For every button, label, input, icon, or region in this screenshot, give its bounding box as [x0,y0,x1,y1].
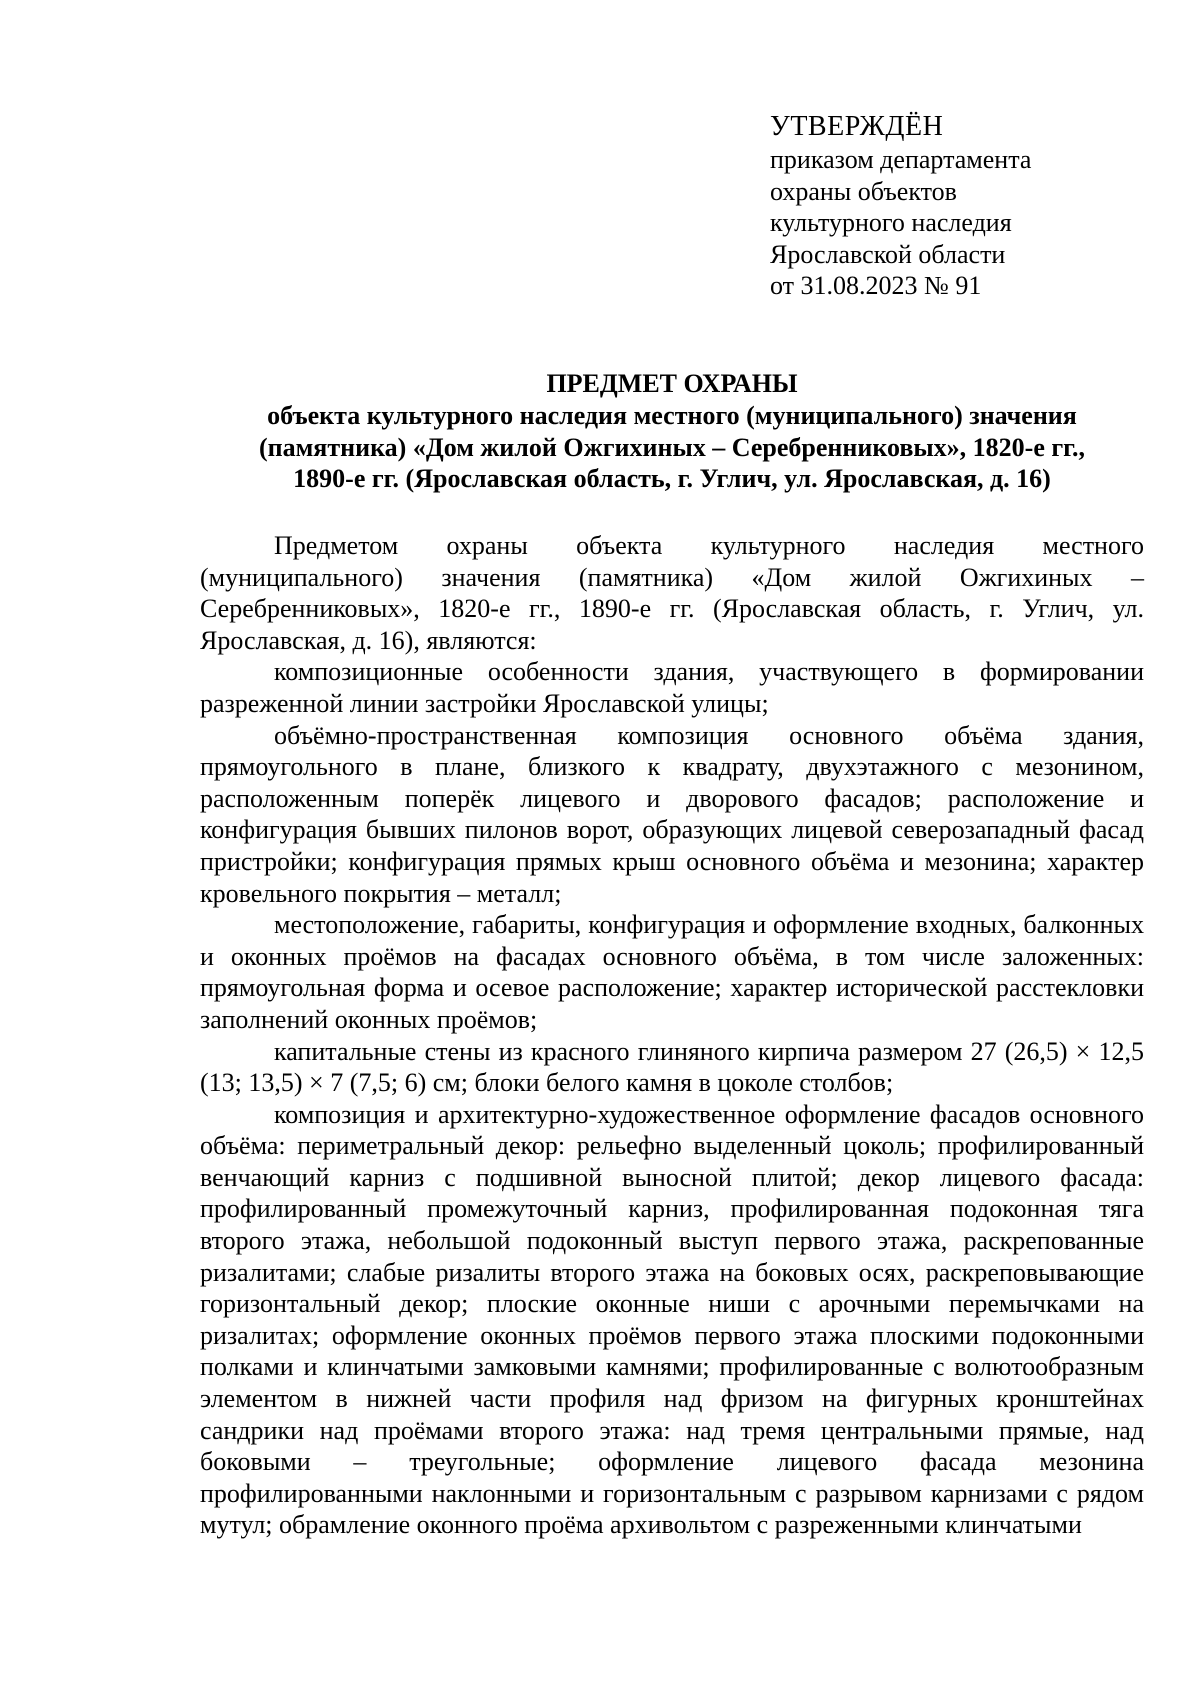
approval-date-line: от 31.08.2023 № 91 [770,271,982,300]
document-body [200,530,1144,1541]
approval-line: приказом департамента [770,145,1032,174]
body-paragraph: композиционные особенности здания, участвующего в формировании разреженной линии застройки Ярославской улицы; [200,657,1144,718]
document-heading [200,368,1144,495]
body-paragraph: Предметом охраны объекта культурного наследия местного (муниципального) значения (памятника) «Дом жилой Ожгихиных – Серебренниковых», 1820-е гг., 1890-е гг. (Ярославская область, г. Углич, ул. Ярославская, д. 16), являются: [200,531,1144,655]
approval-stamp [770,110,1031,302]
approval-line: Ярославской области [770,239,1006,269]
document-title: ПРЕДМЕТ ОХРАНЫ [546,369,798,398]
approval-line: культурного наследия [770,208,1012,237]
document-subtitle-line: объекта культурного наследия местного (муниципального) значения [267,400,1077,430]
document-subtitle-line: 1890-е гг. (Ярославская область, г. Углич, ул. Ярославская, д. 16) [293,464,1051,494]
body-paragraph: объёмно-пространственная композиция основного объёма здания, прямоугольного в плане, близкого к квадрату, двухэтажного с мезонином, расположенным поперёк лицевого и дворового фасадов; расположение и конфигурация бывших пилонов ворот, образующих лицевой северозападный фасад пристройки; конфигурация прямых крыш основного объёма и мезонина; характер кровельного покрытия – металл; [200,720,1144,908]
body-paragraph: композиция и архитектурно-художественное оформление фасадов основного объёма: периметральный декор: рельефно выделенный цоколь; профилированный венчающий карниз с подшивной выносной плитой; декор лицевого фасада: профилированный промежуточный карниз, профилированная подоконная тяга второго этажа, небольшой подоконный выступ первого этажа, раскрепованные ризалитами; слабые ризалиты второго этажа на боковых осях, раскреповывающие горизонтальный декор; плоские оконные ниши с арочными перемычками на ризалитах; оформление оконных проёмов первого этажа плоскими подоконными полками и клинчатыми замковыми камнями; профилированные с волютообразным элементом в нижней части профиля над фризом на фигурных кронштейнах сандрики над проёмами второго этажа: над тремя центральными прямые, над боковыми – треугольные; оформление лицевого фасада мезонина профилированными наклонными и горизонтальным с разрывом карнизами с рядом мутул; обрамление оконного проёма архивольтом с разреженными клинчатыми [200,1099,1144,1540]
approval-line: охраны объектов [770,176,957,206]
approval-title: УТВЕРЖДЁН [770,111,944,142]
document-subtitle-line: (памятника) «Дом жилой Ожгихиных – Серебренниковых», 1820-е гг., [258,432,1086,462]
body-paragraph: местоположение, габариты, конфигурация и оформление входных, балконных и оконных проёмов на фасадах основного объёма, в том числе заложенных: прямоугольная форма и осевое расположение; характер исторической расстекловки заполнений оконных проёмов; [200,910,1144,1034]
body-paragraph: капитальные стены из красного глиняного кирпича размером 27 (26,5) × 12,5 (13; 13,5) × 7 (7,5; 6) см; блоки белого камня в цоколе столбов; [200,1036,1144,1098]
